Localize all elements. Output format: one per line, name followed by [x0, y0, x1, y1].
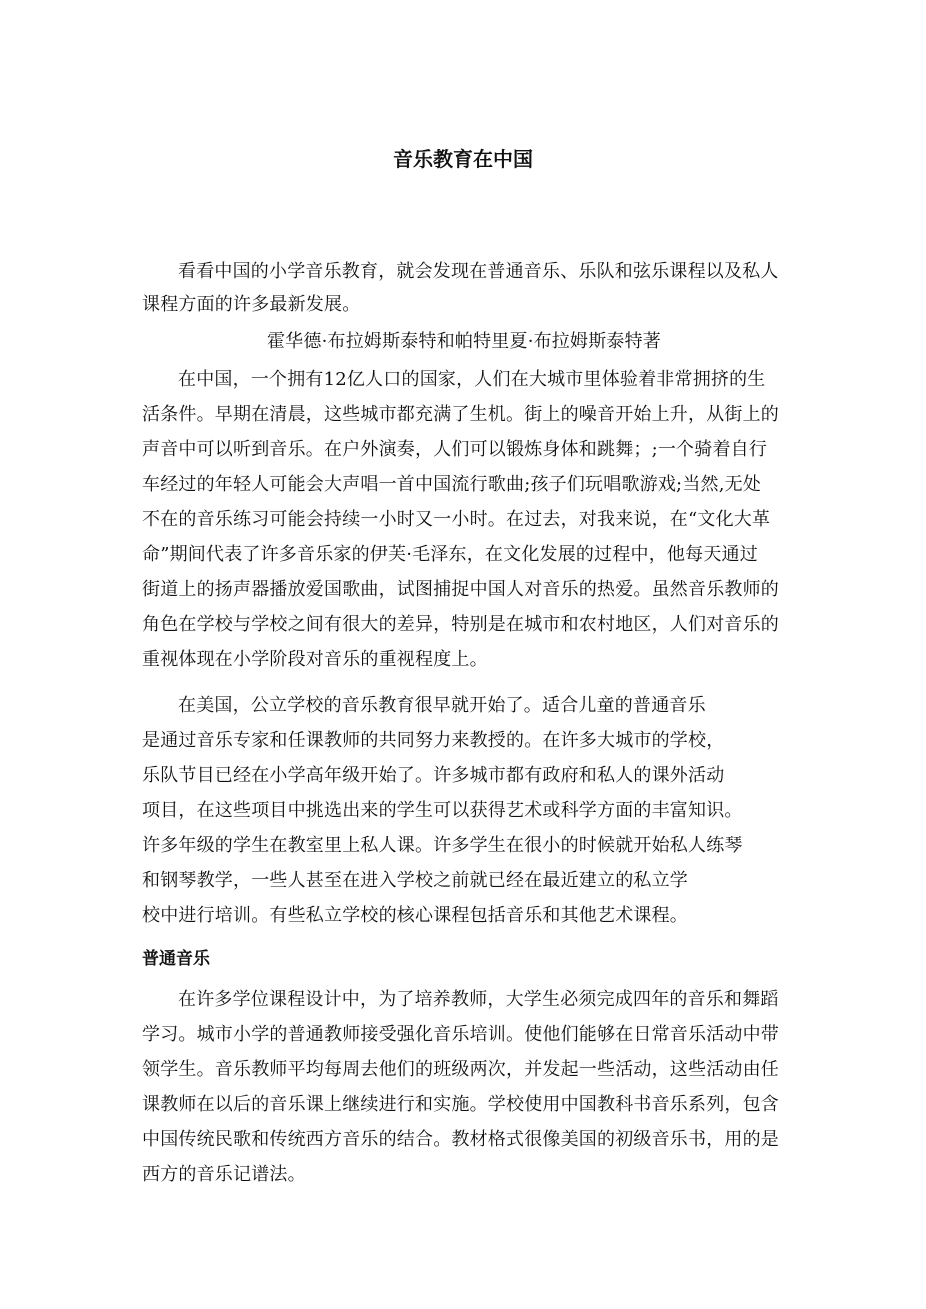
paragraph-line: 车经过的年轻人可能会大声唱一首中国流行歌曲;孩子们玩唱歌游戏;当然,无处	[142, 474, 762, 495]
paragraph-china	[142, 362, 802, 677]
paragraph-line: 街道上的扬声器播放爱国歌曲，试图捕捉中国人对音乐的热爱。虽然音乐教师的	[142, 579, 779, 600]
paragraph-line: 角色在学校与学校之间有很大的差异，特别是在城市和农村地区，人们对音乐的	[142, 614, 779, 635]
paragraph-line: 在美国，公立学校的音乐教育很早就开始了。适合儿童的普通音乐	[178, 695, 706, 716]
section-heading: 普通音乐	[142, 949, 210, 969]
paragraph-line: 校中进行培训。有些私立学校的核心课程包括音乐和其他艺术课程。	[142, 905, 688, 926]
paragraph-usa	[142, 688, 802, 933]
paragraph-line: 西方的音乐记谱法。	[142, 1164, 306, 1185]
paragraph-line: 乐队节目已经在小学高年级开始了。许多城市都有政府和私人的课外活动	[142, 765, 725, 786]
intro-line: 课程方面的许多最新发展。	[142, 294, 361, 315]
intro-line: 看看中国的小学音乐教育，就会发现在普通音乐、乐队和弦乐课程以及私人	[178, 261, 779, 282]
paragraph-line: 在中国，一个拥有12亿人口的国家，人们在大城市里体验着非常拥挤的生	[178, 369, 766, 390]
paragraph-line: 和钢琴教学，一些人甚至在进入学校之前就已经在最近建立的私立学	[142, 870, 688, 891]
paragraph-line: 是通过音乐专家和任课教师的共同努力来教授的。在许多大城市的学校，	[142, 730, 725, 751]
paragraph-line: 课教师在以后的音乐课上继续进行和实施。学校使用中国教科书音乐系列，包含	[142, 1094, 779, 1115]
paragraph-line: 活条件。早期在清晨，这些城市都充满了生机。街上的噪音开始上升，从街上的	[142, 404, 779, 425]
paragraph-line: 命”期间代表了许多音乐家的伊芙·毛泽东，在文化发展的过程中，他每天通过	[142, 544, 758, 565]
paragraph-line: 在许多学位课程设计中，为了培养教师，大学生必须完成四年的音乐和舞蹈	[178, 989, 779, 1010]
paragraph-general-music	[142, 982, 802, 1192]
paragraph-line: 学习。城市小学的普通教师接受强化音乐培训。使他们能够在日常音乐活动中带	[142, 1024, 779, 1045]
paragraph-line: 领学生。音乐教师平均每周去他们的班级两次，并发起一些活动，这些活动由任	[142, 1059, 779, 1080]
page-title: 音乐教育在中国	[393, 147, 533, 171]
paragraph-line: 不在的音乐练习可能会持续一小时又一小时。在过去，对我来说，在“文化大革	[142, 509, 771, 530]
author-line: 霍华德·布拉姆斯泰特和帕特里夏·布拉姆斯泰特著	[266, 331, 662, 352]
paragraph-line: 声音中可以听到音乐。在户外演奏，人们可以锻炼身体和跳舞；;一个骑着自行	[142, 439, 768, 460]
paragraph-line: 中国传统民歌和传统西方音乐的结合。教材格式很像美国的初级音乐书，用的是	[142, 1129, 779, 1150]
paragraph-line: 许多年级的学生在教室里上私人课。许多学生在很小的时候就开始私人练琴	[142, 835, 743, 856]
paragraph-line: 项目，在这些项目中挑选出来的学生可以获得艺术或科学方面的丰富知识。	[142, 800, 743, 821]
intro-paragraph	[142, 255, 802, 321]
paragraph-line: 重视体现在小学阶段对音乐的重视程度上。	[142, 649, 488, 670]
